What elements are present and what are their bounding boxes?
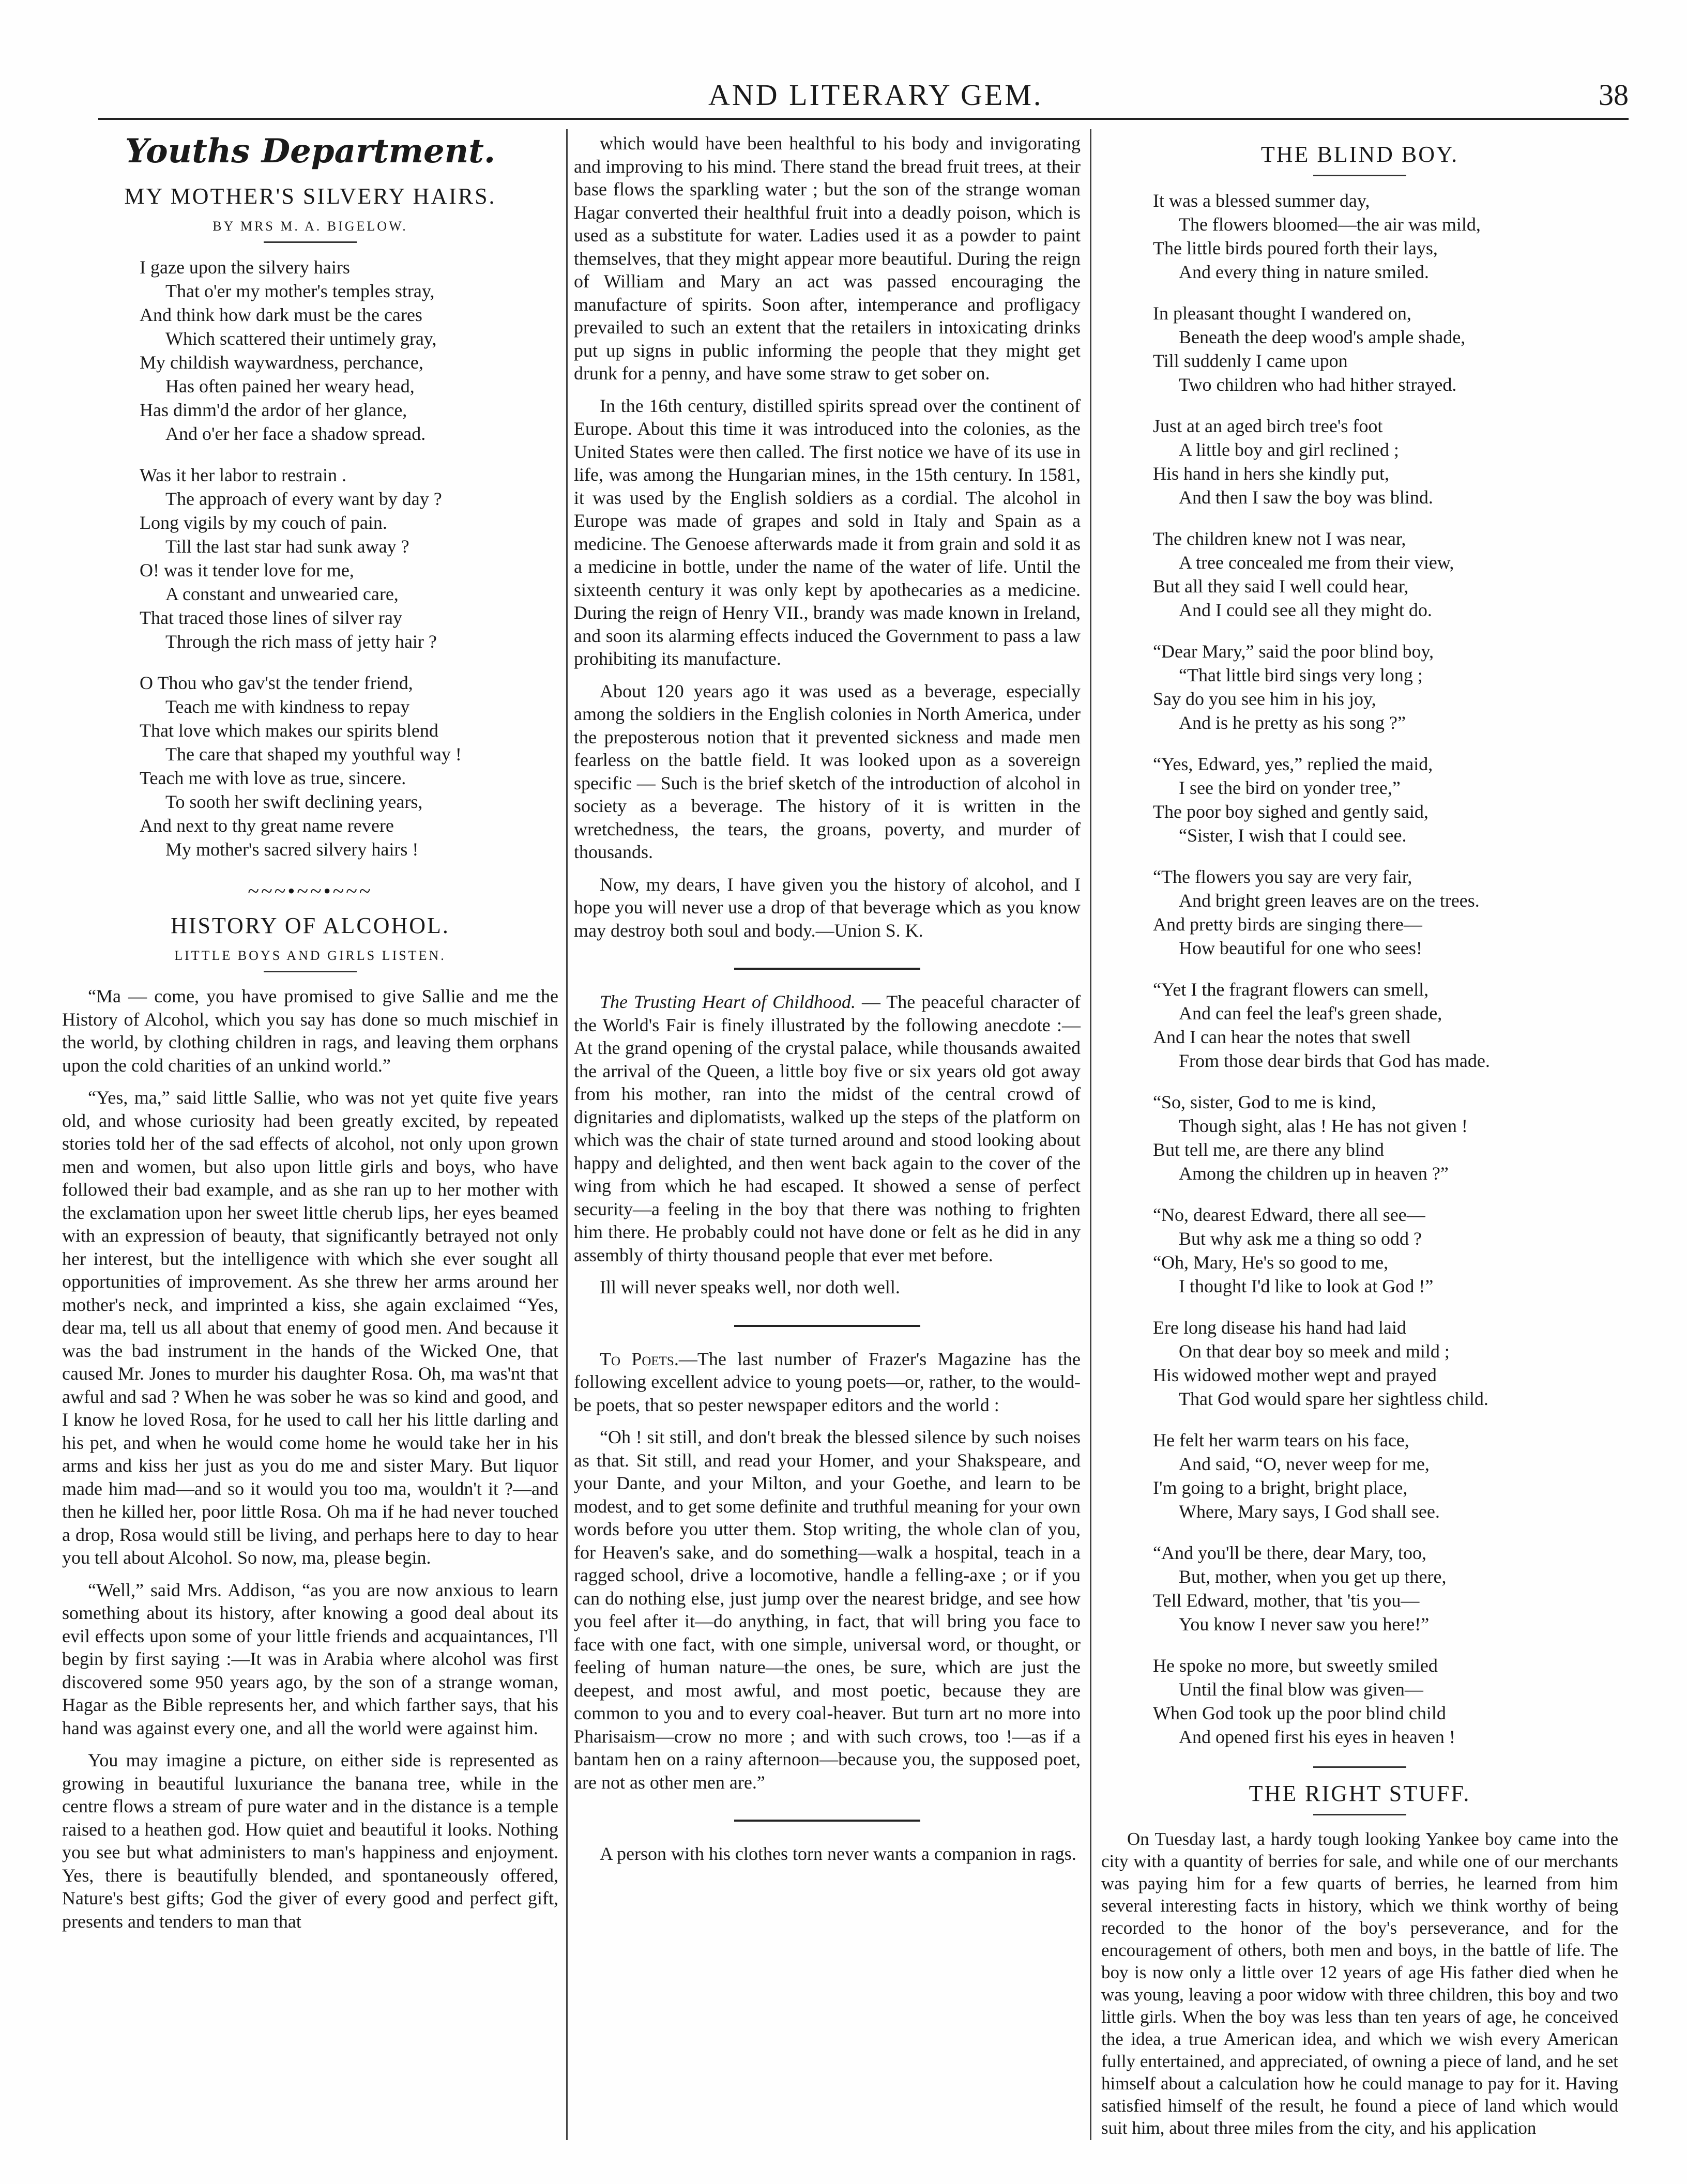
column-divider-left: [566, 129, 568, 2140]
poem-line: Ere long disease his hand had laid: [1153, 1317, 1406, 1338]
header-rule: [98, 118, 1629, 120]
poem-line: On that dear boy so meek and mild ;: [1179, 1341, 1450, 1362]
poem-line: O Thou who gav'st the tender friend,: [140, 673, 413, 693]
poem-title: MY MOTHER'S SILVERY HAIRS.: [124, 184, 496, 209]
poem-stanza: [1101, 189, 1618, 284]
divider: [1313, 1814, 1406, 1815]
poem-line: O! was it tender love for me,: [140, 560, 354, 581]
poem-line: And I can hear the notes that swell: [1153, 1027, 1411, 1047]
column-middle: [574, 132, 1081, 1875]
poem-line: A little boy and girl reclined ;: [1179, 439, 1399, 460]
poem-mothers-silvery-hairs: [62, 255, 558, 861]
poem-stanza: [1101, 1654, 1618, 1749]
to-poets-item: [574, 1348, 1081, 1417]
poem-line: And pretty birds are singing there—: [1153, 914, 1422, 935]
poem-line: When God took up the poor blind child: [1153, 1703, 1446, 1723]
poem-stanza: [1101, 1090, 1618, 1185]
article-continuation: [574, 132, 1081, 942]
poem-line: “That little bird sings very long ;: [1179, 665, 1423, 685]
poem-line: That o'er my mother's temples stray,: [165, 281, 435, 301]
poem-stanza: [1101, 865, 1618, 960]
poem-stanza: [1101, 978, 1618, 1073]
poem-line: I gaze upon the silvery hairs: [140, 257, 350, 278]
poem-line: In pleasant thought I wandered on,: [1153, 303, 1411, 324]
poem-line: You know I never saw you here!”: [1179, 1614, 1430, 1635]
poem-stanza: [1101, 752, 1618, 847]
poem-line: Tell Edward, mother, that 'tis you—: [1153, 1590, 1420, 1611]
paragraph: About 120 years ago it was used as a beverage, especially among the soldiers in the English colonies in North America, under the preposterous notion that it prevented sickness and made men fearless on the battle field. It was looked upon as a sovereign specific — Such is the brief sketch of the introduction of alcohol in society as a beverage. The history of it is written in the wretchedness, the tears, the groans, poverty, and murder of thousands.: [574, 680, 1081, 862]
paragraph: “Yes, ma,” said little Sallie, who was not yet quite five years old, and whose curiosity had been greatly excited, by repeated stories told her of the sad effects of alcohol, not only upon grown men and women, but also upon little girls and boys, who have followed their bad example, and as she ran up to her mother with the exclamation upon her sweet little cherub lips, her eyes beamed with an expression of beauty, that significantly betrayed not only her interest, but the intelligence with which she ever sought all opportunities of improvement. As she threw her arms around her mother's neck, and imprinted a kiss, she again exclaimed “Yes, dear ma, tell us all about that enemy of good men. And because it was the bad instrument in the hands of the Wicked One, that caused Mr. Jones to murder his daughter Rosa. Oh, ma was'nt that awful and sad ? When he was sober he was so kind and good, and I know he loved Rosa, for he used to call her his little darling and his pet, and when he would come home he would take her in his arms and kiss her just as you do me and sister Mary. But liquor made him mad—and so it would you too ma, wouldn't it ?—and then he killed her, poor little Rosa. Oh ma if he had never touched a drop, Rosa would still be living, and perhaps here to day to hear you tell about Alcohol. So now, ma, please begin.: [62, 1087, 558, 1568]
article-title: HISTORY OF ALCOHOL.: [171, 913, 450, 938]
poem-line: And think how dark must be the cares: [140, 304, 422, 325]
poem-line: Through the rich mass of jetty hair ?: [165, 631, 437, 652]
divider: [1313, 1766, 1406, 1768]
column-right: [1101, 132, 1618, 2148]
paragraph: “Well,” said Mrs. Addison, “as you are now anxious to learn something about its history, after knowing a good deal about its evil effects upon some of your little friends and acquaintances, I'll begin by first saying :—It was in Arabia where alcohol was first discovered some 950 years ago, by the son of a strange woman, Hagar as the Bible represents her, and which farther says, that his hand was against every one, and all the world were against him.: [62, 1579, 558, 1738]
poem-line: “So, sister, God to me is kind,: [1153, 1092, 1376, 1112]
divider: [1313, 175, 1406, 176]
poem-byline: BY MRS M. A. BIGELOW.: [212, 219, 408, 234]
poem-stanza: [1101, 1541, 1618, 1636]
poem-line: From those dear birds that God has made.: [1179, 1050, 1490, 1071]
poem-line: Has often pained her weary head,: [165, 376, 415, 396]
poem-line: And next to thy great name revere: [140, 815, 394, 836]
clothes-item: A person with his clothes torn never wants a companion in rags.: [600, 1843, 1076, 1864]
paragraph: “Ma — come, you have promised to give Sallie and me the History of Alcohol, which you say has done so much mischief in the world, by clothing children in rags, and leaving them orphans upon the cold charities of an unkind world.”: [62, 986, 558, 1076]
article-body: [62, 985, 558, 1933]
poem-stanza: [1101, 414, 1618, 509]
page-header: [98, 78, 1629, 119]
section-divider: [734, 1820, 920, 1822]
poem-line: “Yet I the fragrant flowers can smell,: [1153, 979, 1429, 1000]
poem-line: “And you'll be there, dear Mary, too,: [1153, 1542, 1426, 1563]
to-poets-quote: “Oh ! sit still, and don't break the blessed silence by such noises as that. Sit still, and read your Homer, and your Shakspeare, and your Dante, and your Milton, and your Goethe, and learn to be modest, and to get some definite and truthful meaning for your own words before you utter them. Stop writing, the whole clan of you, for Heaven's sake, and do something—walk a hospital, teach in a ragged school, drive a locomotive, handle a felling-axe ; or if you can do nothing else, just jump over the nearest bridge, and see how you feel after it—do anything, in fact, that will bring you face to face with one fact, with one simple, universal word, or thought, or feeling of human nature—the ones, be sure, which are just the deepest, and most awful, and most poetic, because they are common to you and to every coal-heaver. But turn art no more into Pharisaism—crow no more ; and with such crows, too !—as if a bantam hen on a rainy afternoon—because you, the supposed poet, are not as other men are.”: [574, 1427, 1081, 1793]
poem-line: The flowers bloomed—the air was mild,: [1179, 214, 1481, 235]
article-subtitle: LITTLE BOYS AND GIRLS LISTEN.: [174, 948, 446, 963]
poem-line: But all they said I well could hear,: [1153, 576, 1409, 597]
poem-line: “Yes, Edward, yes,” replied the maid,: [1153, 754, 1433, 774]
poem-line: And can feel the leaf's green shade,: [1179, 1003, 1442, 1024]
item-head: To Poets.: [600, 1348, 679, 1369]
paragraph: which would have been healthful to his body and invigorating and improving to his mind. There stand the bread fruit trees, at their base flows the sparkling water ; but the son of the strange woman Hagar converted their healthful fruit into a deadly poison, which is used as a substitute for water. Ladies used it as a powder to paint themselves, that they might appear more beautiful. During the reign of William and Mary an act was passed encouraging the manufacture of spirits. Soon after, intemperance and profligacy prevailed to such an extent that the retailers in intoxicating drinks put up signs in public informing the people that they might get drunk for a penny, and have some straw to get sober on.: [574, 133, 1081, 384]
poem-line: Long vigils by my couch of pain.: [140, 512, 387, 533]
poem-line: And said, “O, never weep for me,: [1179, 1454, 1430, 1474]
poem-stanza: [1101, 1203, 1618, 1298]
poem-line: And then I saw the boy was blind.: [1179, 487, 1433, 508]
ornamental-divider: ~~~•~~•~~~: [248, 879, 373, 903]
item-head: The Trusting Heart of Childhood.: [600, 991, 856, 1012]
poem-stanza: [62, 671, 558, 861]
page-number: 38: [1599, 78, 1629, 112]
poem-blind-boy: [1101, 189, 1618, 1749]
trusting-heart-item: [574, 990, 1081, 1266]
poem-line: And I could see all they might do.: [1179, 600, 1432, 620]
poem-title: THE BLIND BOY.: [1260, 142, 1459, 167]
poem-line: Until the final blow was given—: [1179, 1679, 1423, 1700]
poem-line: A tree concealed me from their view,: [1179, 552, 1454, 573]
poem-line: “Oh, Mary, He's so good to me,: [1153, 1252, 1389, 1273]
poem-line: And bright green leaves are on the trees.: [1179, 890, 1480, 911]
poem-line: I'm going to a bright, bright place,: [1153, 1477, 1408, 1498]
poem-line: Which scattered their untimely gray,: [165, 328, 437, 349]
poem-line: Two children who had hither strayed.: [1179, 374, 1457, 395]
poem-line: But why ask me a thing so odd ?: [1179, 1228, 1422, 1249]
poem-line: And every thing in nature smiled.: [1179, 262, 1429, 282]
poem-line: “No, dearest Edward, there all see—: [1153, 1204, 1425, 1225]
poem-stanza: [62, 255, 558, 446]
section-divider: [734, 968, 920, 970]
poem-line: “Sister, I wish that I could see.: [1179, 825, 1407, 846]
running-head: AND LITERARY GEM.: [708, 78, 1043, 112]
poem-line: The poor boy sighed and gently said,: [1153, 801, 1428, 822]
paragraph: You may imagine a picture, on either side is represented as growing in beautiful luxuriance the banana tree, while in the centre flows a stream of pure water and in the distance is a temple raised to a heathen god. How quiet and beautiful it looks. Nothing you see but what administers to man's happiness and enjoyment. Yes, there is beautifully blended, and spontaneously offered, Nature's best gifts; God the giver of every good and perfect gift, presents and tenders to man that: [62, 1750, 558, 1932]
poem-line: He felt her warm tears on his face,: [1153, 1430, 1409, 1450]
article-title: THE RIGHT STUFF.: [1249, 1781, 1471, 1806]
poem-stanza: [62, 463, 558, 653]
poem-line: It was a blessed summer day,: [1153, 190, 1370, 211]
poem-line: I see the bird on yonder tree,”: [1179, 777, 1401, 798]
section-divider: [734, 1325, 920, 1327]
right-stuff-body: On Tuesday last, a hardy tough looking Yankee boy came into the city with a quantity of berries for sale, and while one of our merchants was paying him for a few quarts of berries, he learned from him several interesting facts in history, which we think worthy of being recorded to the honor of the boy's perseverance, and for the encouragement of others, both men and boys, in the battle of life. The boy is now only a little over 12 years of age His father died when he was young, leaving a poor widow with three children, this boy and two little girls. When the boy was less than ten years of age, he conceived the idea, a true American idea, and which we wish every American fully entertained, and appreciated, of owning a piece of land, and he set himself about a calculation how he could manage to pay for it. Having satisfied himself of the result, he found a piece of land which would suit him, about three miles from the city, and his application: [1101, 1829, 1619, 2138]
poem-line: Till the last star had sunk away ?: [165, 536, 409, 557]
ill-will-item: Ill will never speaks well, nor doth well.: [600, 1277, 900, 1297]
poem-line: His widowed mother wept and prayed: [1153, 1365, 1437, 1385]
poem-line: The approach of every want by day ?: [165, 488, 442, 509]
poem-line: How beautiful for one who sees!: [1179, 938, 1422, 958]
column-divider-right: [1090, 129, 1091, 2140]
poem-line: That God would spare her sightless child.: [1179, 1388, 1488, 1409]
poem-line: “The flowers you say are very fair,: [1153, 866, 1412, 887]
poem-stanza: [1101, 1428, 1618, 1523]
poem-line: But, mother, when you get up there,: [1179, 1566, 1447, 1587]
poem-line: “Dear Mary,” said the poor blind boy,: [1153, 641, 1434, 662]
poem-line: The children knew not I was near,: [1153, 528, 1406, 549]
poem-stanza: [1101, 301, 1618, 396]
divider: [264, 971, 357, 972]
poem-line: That love which makes our spirits blend: [140, 720, 438, 741]
column-left: [62, 132, 558, 1942]
poem-line: Where, Mary says, I God shall see.: [1179, 1501, 1440, 1522]
poem-line: Teach me with love as true, sincere.: [140, 768, 406, 788]
poem-line: I thought I'd like to look at God !”: [1179, 1276, 1434, 1296]
poem-line: Was it her labor to restrain .: [140, 465, 346, 485]
poem-line: And opened first his eyes in heaven !: [1179, 1727, 1455, 1747]
paragraph: Now, my dears, I have given you the history of alcohol, and I hope you will never use a drop of that beverage which as you know may destroy both soul and body.—Union S. K.: [574, 874, 1081, 941]
poem-line: But tell me, are there any blind: [1153, 1139, 1384, 1160]
poem-line: Among the children up in heaven ?”: [1179, 1163, 1449, 1184]
poem-line: My mother's sacred silvery hairs !: [165, 839, 419, 860]
poem-line: The little birds poured forth their lays,: [1153, 238, 1438, 258]
poem-line: Just at an aged birch tree's foot: [1153, 416, 1383, 436]
poem-line: Till suddenly I came upon: [1153, 350, 1348, 371]
poem-line: Say do you see him in his joy,: [1153, 689, 1376, 709]
item-text: —The last number of Frazer's Magazine has the following excellent advice to young poets—or, rather, to the would-be poets, that so pester newspaper editors and the world :: [574, 1348, 1081, 1415]
poem-line: That traced those lines of silver ray: [140, 607, 402, 628]
poem-line: The care that shaped my youthful way !: [165, 744, 462, 765]
department-title: Youths Department.: [125, 132, 496, 171]
poem-line: A constant and unwearied care,: [165, 584, 399, 604]
paragraph: In the 16th century, distilled spirits spread over the continent of Europe. About this time it was introduced into the colonies, as the United States were then called. The first notice we have of its use in life, was among the Hungarian mines, in the 15th century. In 1581, it was used by the English soldiers as a cordial. The alcohol in Europe was made of grapes and sold in Italy and Spain as a medicine. The Genoese afterwards made it from grain and sold it as a medicine in bottle, under the name of the water of life. Until the sixteenth century it was only kept by apothecaries as a medicine. During the reign of Henry VII., brandy was made known in Ireland, and soon its alarming effects induced the Government to pass a law prohibiting its manufacture.: [574, 395, 1081, 669]
divider: [264, 241, 357, 243]
poem-line: Teach me with kindness to repay: [165, 696, 410, 717]
poem-line: His hand in hers she kindly put,: [1153, 463, 1389, 484]
poem-line: To sooth her swift declining years,: [165, 791, 423, 812]
poem-stanza: [1101, 639, 1618, 735]
poem-line: Though sight, alas ! He has not given !: [1179, 1116, 1468, 1136]
item-text: — The peaceful character of the World's Fair is finely illustrated by the following anecdote :—At the grand opening of the crystal palace, while thousands awaited the arrival of the Queen, a little boy five or six years old got away from his mother, ran into the midst of the central crowd of dignitaries and diplomatists, walked up the steps of the platform on which was the chair of state turned around and stood looking about happy and delighted, and then went back again to the cover of the wing from which he had escaped. It showed a sense of perfect security—a feeling in the boy that there was nothing to frighten him there. He probably could not have done or felt as he did in any assembly of thirty thousand people that ever met before.: [574, 991, 1081, 1265]
poem-line: Has dimm'd the ardor of her glance,: [140, 400, 407, 420]
poem-stanza: [1101, 527, 1618, 622]
poem-line: He spoke no more, but sweetly smiled: [1153, 1655, 1438, 1676]
poem-line: And o'er her face a shadow spread.: [165, 423, 426, 444]
poem-line: And is he pretty as his song ?”: [1179, 712, 1406, 733]
poem-line: Beneath the deep wood's ample shade,: [1179, 327, 1466, 347]
poem-line: My childish waywardness, perchance,: [140, 352, 423, 373]
poem-stanza: [1101, 1316, 1618, 1411]
